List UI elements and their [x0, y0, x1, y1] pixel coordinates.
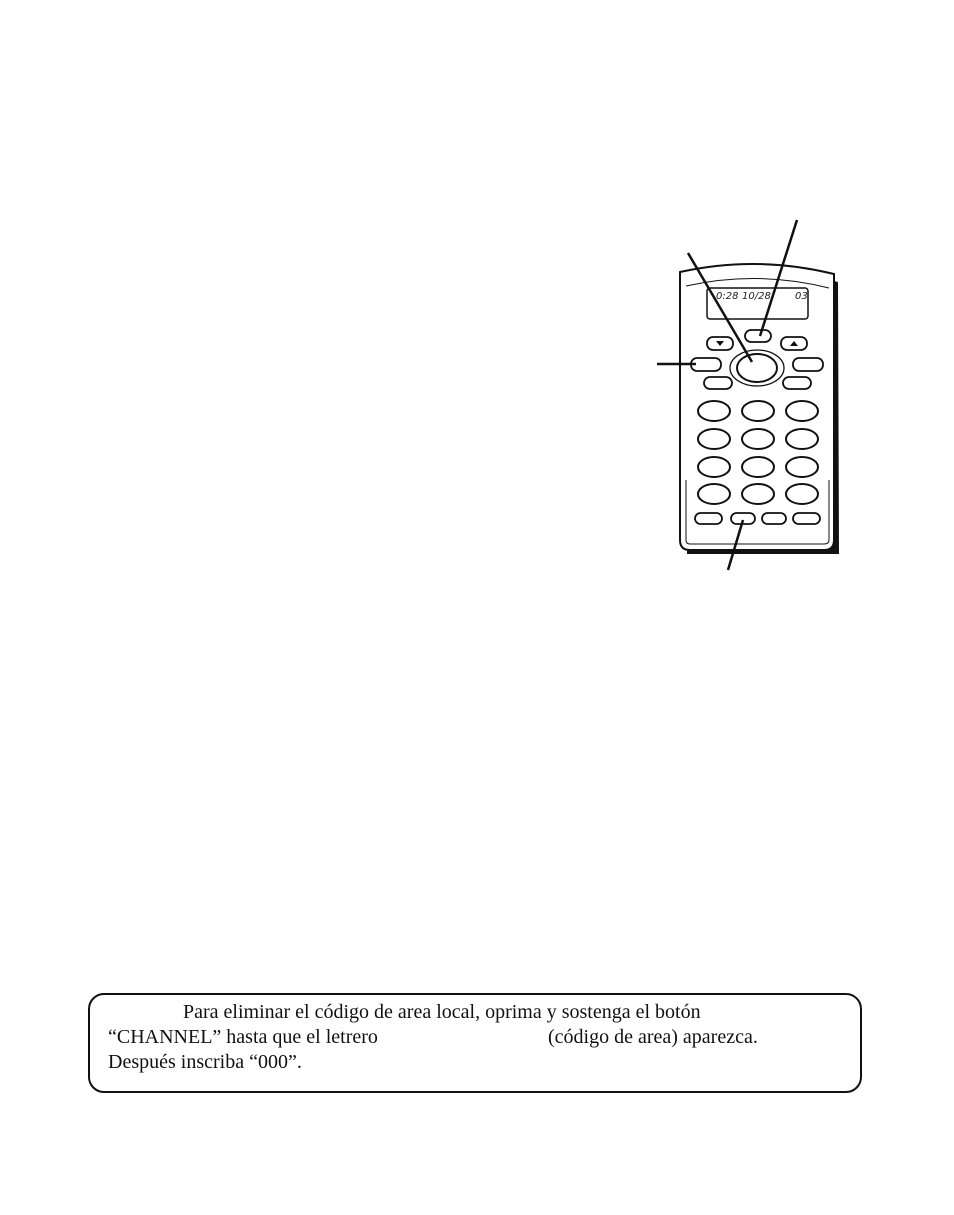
- bottom-key-1[interactable]: [695, 513, 722, 524]
- keypad-key[interactable]: [742, 484, 774, 504]
- bottom-key-3[interactable]: [762, 513, 786, 524]
- keypad-key[interactable]: [786, 484, 818, 504]
- keypad-key[interactable]: [786, 401, 818, 421]
- note-line-1: Para eliminar el código de area local, oprima y sostenga el botón: [183, 1001, 701, 1023]
- lcd-time: 0:28: [716, 291, 739, 302]
- keypad-key[interactable]: [698, 484, 730, 504]
- lcd-date: 10/28: [742, 291, 771, 302]
- keypad-key[interactable]: [698, 457, 730, 477]
- center-top-key[interactable]: [745, 330, 771, 342]
- note-line-2b: (código de area) aparezca.: [548, 1026, 758, 1048]
- right-side-key[interactable]: [793, 358, 823, 371]
- keypad-key[interactable]: [698, 401, 730, 421]
- keypad-key[interactable]: [786, 429, 818, 449]
- keypad-key[interactable]: [786, 457, 818, 477]
- lcd-count: 03: [795, 291, 808, 302]
- right-lower-key[interactable]: [783, 377, 811, 389]
- keypad-key[interactable]: [742, 429, 774, 449]
- phone-illustration: [0, 0, 954, 600]
- keypad-key[interactable]: [698, 429, 730, 449]
- note-line-2a: “CHANNEL” hasta que el letrero: [108, 1026, 378, 1048]
- bottom-key-4[interactable]: [793, 513, 820, 524]
- note-box: [88, 993, 862, 1093]
- keypad-key[interactable]: [742, 401, 774, 421]
- keypad-key[interactable]: [742, 457, 774, 477]
- center-select-button[interactable]: [737, 354, 777, 382]
- note-line-3: Después inscriba “000”.: [108, 1051, 302, 1073]
- left-lower-key[interactable]: [704, 377, 732, 389]
